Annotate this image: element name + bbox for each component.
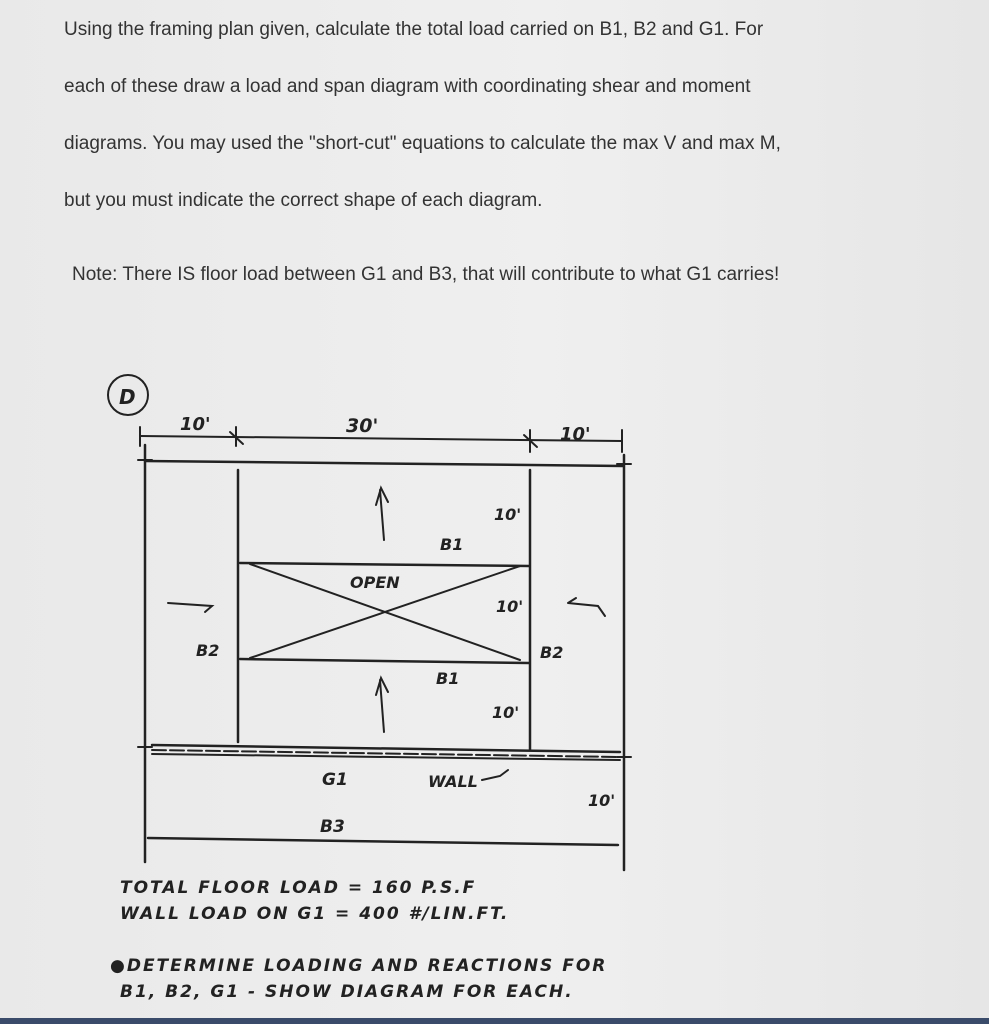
span-arrow — [376, 488, 388, 540]
girder-g1 — [152, 745, 620, 752]
dim-right: 10' — [560, 424, 591, 445]
beam-b3 — [148, 838, 618, 845]
screen-bezel — [0, 1018, 989, 1024]
label-wall: WALL — [428, 772, 478, 791]
wall-load-note: WALL LOAD ON G1 = 400 #/LIN.FT. — [120, 904, 510, 924]
question-line: each of these draw a load and span diagram with coordinating shear and moment — [64, 76, 751, 97]
beam-b1-bottom — [240, 659, 529, 663]
label-b3: B3 — [320, 817, 345, 837]
grid-marker-label: D — [119, 385, 136, 409]
note-text: Note: There IS floor load between G1 and B3, that will contribute to what G1 carries! — [72, 264, 780, 285]
determine-note-line-1: ●DETERMINE LOADING AND REACTIONS FOR — [110, 956, 608, 976]
span-arrow — [376, 678, 388, 732]
question-line: but you must indicate the correct shape of each diagram. — [64, 190, 543, 211]
question-line: Using the framing plan given, calculate the total load carried on B1, B2 and G1. For — [64, 19, 764, 40]
label-b2-right: B2 — [540, 643, 564, 662]
span-arrow — [568, 598, 605, 616]
question-line: diagrams. You may used the "short-cut" equations to calculate the max V and max M, — [64, 133, 781, 154]
wall-arrow — [482, 770, 508, 780]
beam-b1-top — [240, 563, 529, 566]
dim-left: 10' — [180, 414, 211, 435]
label-g1: G1 — [322, 770, 348, 790]
label-b1-top: B1 — [440, 535, 464, 554]
dim-bottom-bay: 10' — [588, 791, 616, 810]
dim-upper-bay: 10' — [494, 505, 522, 524]
determine-note-line-2: B1, B2, G1 - SHOW DIAGRAM FOR EACH. — [120, 982, 574, 1002]
dim-mid: 30' — [346, 415, 379, 437]
label-open: OPEN — [350, 573, 400, 592]
top-girder — [145, 461, 623, 466]
span-arrow — [168, 603, 212, 612]
dimension-line — [140, 436, 622, 441]
floor-load-note: TOTAL FLOOR LOAD = 160 P.S.F — [120, 878, 477, 898]
label-b2-left: B2 — [196, 641, 220, 660]
label-b1-bottom: B1 — [436, 669, 460, 688]
dim-open-bay: 10' — [496, 597, 524, 616]
dim-lower-bay: 10' — [492, 703, 520, 722]
